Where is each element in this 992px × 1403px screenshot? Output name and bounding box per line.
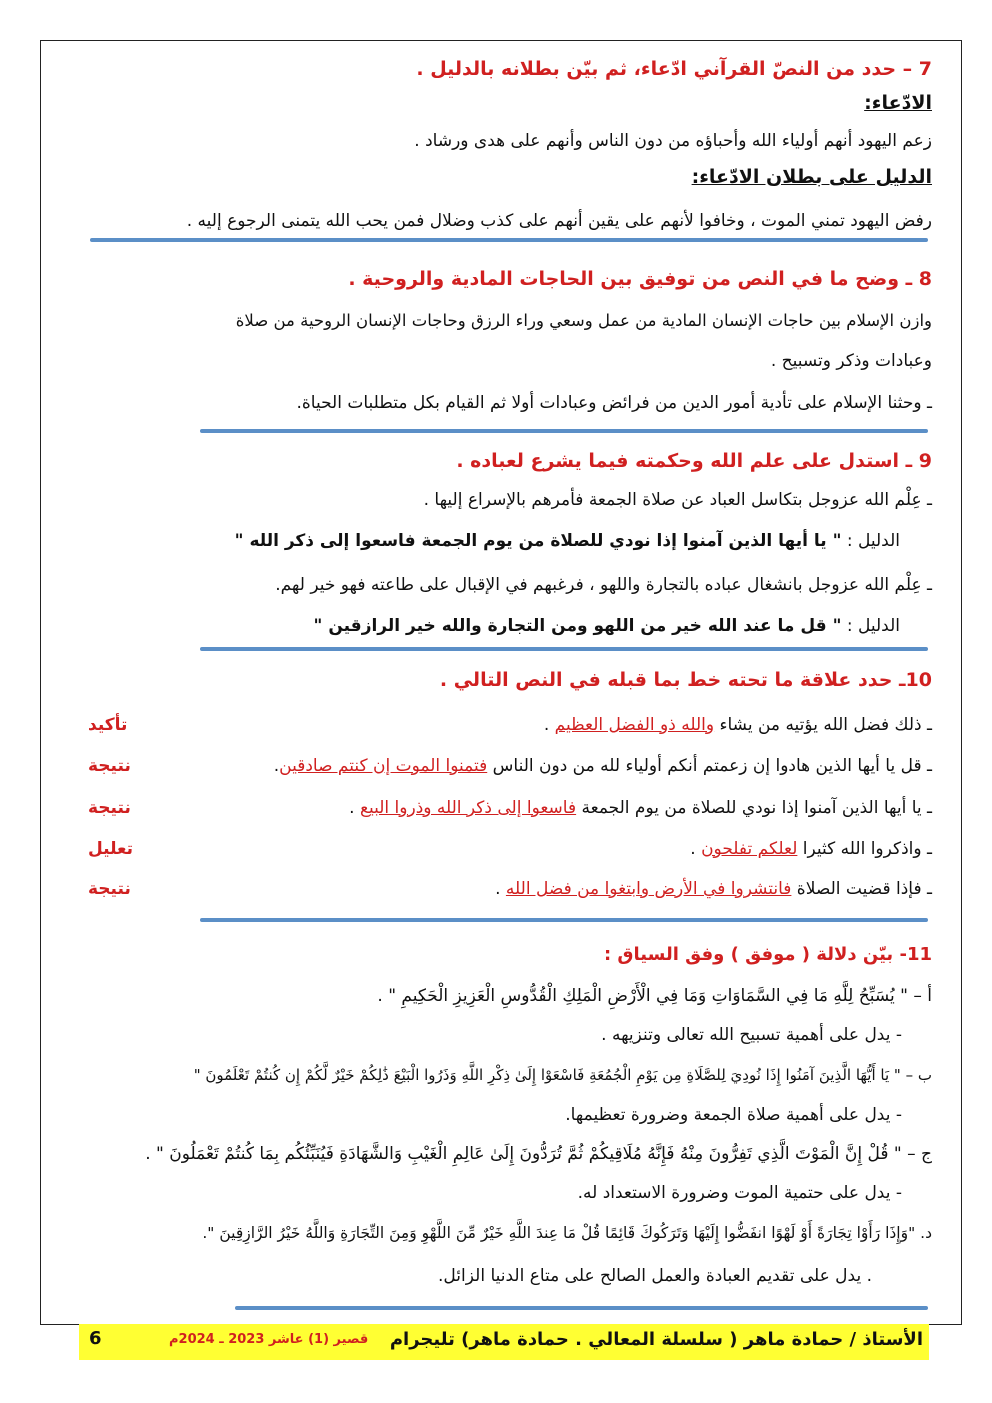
q7-proof-text: رفض اليهود تمني الموت ، وخافوا لأنهم على يقين أنهم على كذب وضلال فمن يحب الله يتمنى الرجوع إليه .	[186, 211, 932, 231]
q8-title: 8 ـ وضح ما في النص من توفيق بين الحاجات المادية والروحية .	[348, 268, 932, 290]
q10-row-3-before: ـ يا أيها الذين آمنوا إذا نودي للصلاة من يوم الجمعة	[576, 798, 932, 818]
q10-row-1-after: .	[543, 715, 555, 735]
q9-proof-2	[314, 613, 900, 639]
q11-title: 11- بيّن دلالة ( موفق ) وفق السياق :	[603, 944, 932, 965]
q7-claim-text: زعم اليهود أنهم أولياء الله وأحباؤه من دون الناس وأنهم على هدى ورشاد .	[414, 131, 932, 151]
q10-row-2	[274, 753, 932, 779]
footer-course: قصير (1) عاشر 2023 ـ 2024م	[169, 1332, 369, 1347]
q10-row-2-underlined: فتمنوا الموت إن كنتم صادقين	[279, 756, 488, 776]
q10-row-5-after: .	[495, 879, 506, 899]
q10-row-1-before: ـ ذلك فضل الله يؤتيه من يشاء	[714, 715, 932, 735]
q11-meaning-a: - يدل على أهمية تسبيح الله تعالى وتنزيهه .	[601, 1025, 902, 1045]
q9-proof-1	[235, 528, 900, 554]
separator-3	[200, 647, 928, 651]
q11-meaning-c: - يدل على حتمية الموت وضرورة الاستعداد له.	[577, 1183, 902, 1203]
separator-4	[200, 918, 928, 922]
q9-proof-label-2: الدليل :	[846, 616, 900, 636]
q8-line-1: وازن الإسلام بين حاجات الإنسان المادية من عمل وسعي وراء الرزق وحاجات الإنسان الروحية من صلاة	[235, 311, 932, 330]
q8-line-2: وعبادات وذكر وتسبيح .	[770, 351, 932, 371]
q10-row-4-after: .	[690, 839, 702, 859]
q11-verse-b: ب – " يَا أَيُّهَا الَّذِينَ آمَنُوا إِذَا نُودِيَ لِلصَّلَاةِ مِن يَوْمِ الْجُمُعَةِ فَاسْعَوْا إِلَىٰ ذِكْرِ اللَّهِ وَذَرُوا الْبَيْعَ ذَٰلِكُمْ خَيْرٌ لَّكُمْ إِن كُنتُمْ تَعْلَمُونَ "	[193, 1066, 932, 1084]
footer-author: الأستاذ / حمادة ماهر ( سلسلة المعالي . حمادة ماهر) تليجرام	[389, 1329, 923, 1350]
q10-row-5-before: ـ فإذا قضيت الصلاة	[791, 879, 932, 899]
q7-claim-header: الادّعاء:	[864, 92, 932, 114]
q9-item-2: ـ عِلْم الله عزوجل بانشغال عباده بالتجارة واللهو ، فرغبهم في الإقبال على طاعته فهو خير لهم.	[275, 575, 932, 595]
q10-row-3-underlined: فاسعوا إلى ذكر الله وذروا البيع	[359, 798, 577, 818]
q11-meaning-d: . يدل على تقديم العبادة والعمل الصالح على متاع الدنيا الزائل.	[438, 1266, 872, 1286]
q10-row-1	[544, 712, 932, 738]
q7-proof-header: الدليل على بطلان الادّعاء:	[691, 166, 932, 188]
q11-verse-a: أ – " يُسَبِّحُ لِلَّهِ مَا فِي السَّمَاوَاتِ وَمَا فِي الْأَرْضِ الْمَلِكِ الْقُدُّوسِ الْعَزِيزِ الْحَكِيمِ " .	[377, 986, 932, 1006]
q10-row-3	[349, 795, 932, 821]
separator-5	[235, 1306, 928, 1310]
q7-title: 7 – حدد من النصّ القرآني ادّعاء، ثم بيّن بطلانه بالدليل .	[416, 58, 932, 80]
q9-proof-1-text: " يا أيها الذين آمنوا إذا نودي للصلاة من يوم الجمعة فاسعوا إلى ذكر الله "	[234, 531, 842, 551]
q10-row-2-after: .	[273, 756, 280, 776]
q10-row-2-before: ـ قل يا أيها الذين هادوا إن زعمتم أنكم أولياء لله من دون الناس	[487, 756, 932, 776]
q11-verse-c: ج – " قُلْ إِنَّ الْمَوْتَ الَّذِي تَفِرُّونَ مِنْهُ فَإِنَّهُ مُلَاقِيكُمْ ثُمَّ تُرَدُّونَ إِلَىٰ عَالِمِ الْغَيْبِ وَالشَّهَادَةِ فَيُنَبِّئُكُم بِمَا كُنتُمْ تَعْمَلُونَ " .	[145, 1144, 932, 1164]
q10-row-5-relation: نتيجة	[88, 879, 131, 899]
q10-title: 10ـ حدد علاقة ما تحته خط بما قبله في النص التالي .	[439, 669, 932, 691]
q10-row-4-before: ـ واذكروا الله كثيرا	[797, 839, 932, 859]
footer-bar	[79, 1324, 929, 1360]
q11-meaning-b: - يدل على أهمية صلاة الجمعة وضرورة تعظيمها.	[565, 1105, 902, 1125]
separator-1	[90, 238, 928, 242]
q10-row-5-underlined: فانتشروا في الأرض وابتغوا من فضل الله	[505, 879, 792, 899]
q10-row-2-relation: نتيجة	[88, 756, 131, 776]
q9-title: 9 ـ استدل على علم الله وحكمته فيما يشرع لعباده .	[456, 450, 932, 472]
page-number: 6	[89, 1328, 102, 1349]
separator-2	[200, 429, 928, 433]
q10-row-4	[690, 836, 932, 862]
q10-row-3-relation: نتيجة	[88, 798, 131, 818]
q9-item-1: ـ عِلْم الله عزوجل بتكاسل العباد عن صلاة الجمعة فأمرهم بالإسراع إليها .	[423, 490, 932, 510]
q10-row-5	[495, 876, 932, 902]
q9-proof-2-text: " قل ما عند الله خير من اللهو ومن التجارة والله خير الرازقين "	[313, 616, 842, 636]
q10-row-1-relation: تأكيد	[88, 715, 128, 735]
q10-row-1-underlined: والله ذو الفضل العظيم	[554, 715, 715, 735]
q10-row-4-relation: تعليل	[88, 839, 134, 859]
q8-line-3: ـ وحثنا الإسلام على تأدية أمور الدين من فرائض وعبادات أولا ثم القيام بكل متطلبات الحياة.	[296, 393, 932, 413]
q10-row-3-after: .	[349, 798, 360, 818]
q10-row-4-underlined: لعلكم تفلحون	[701, 839, 798, 859]
q11-verse-d: د. "وَإِذَا رَأَوْا تِجَارَةً أَوْ لَهْوًا انفَضُّوا إِلَيْهَا وَتَرَكُوكَ قَائِمًا قُلْ مَا عِندَ اللَّهِ خَيْرٌ مِّنَ اللَّهْوِ وَمِنَ التِّجَارَةِ وَاللَّهُ خَيْرُ الرَّازِقِينَ ".	[202, 1224, 932, 1242]
q9-proof-label-1: الدليل :	[846, 531, 900, 551]
